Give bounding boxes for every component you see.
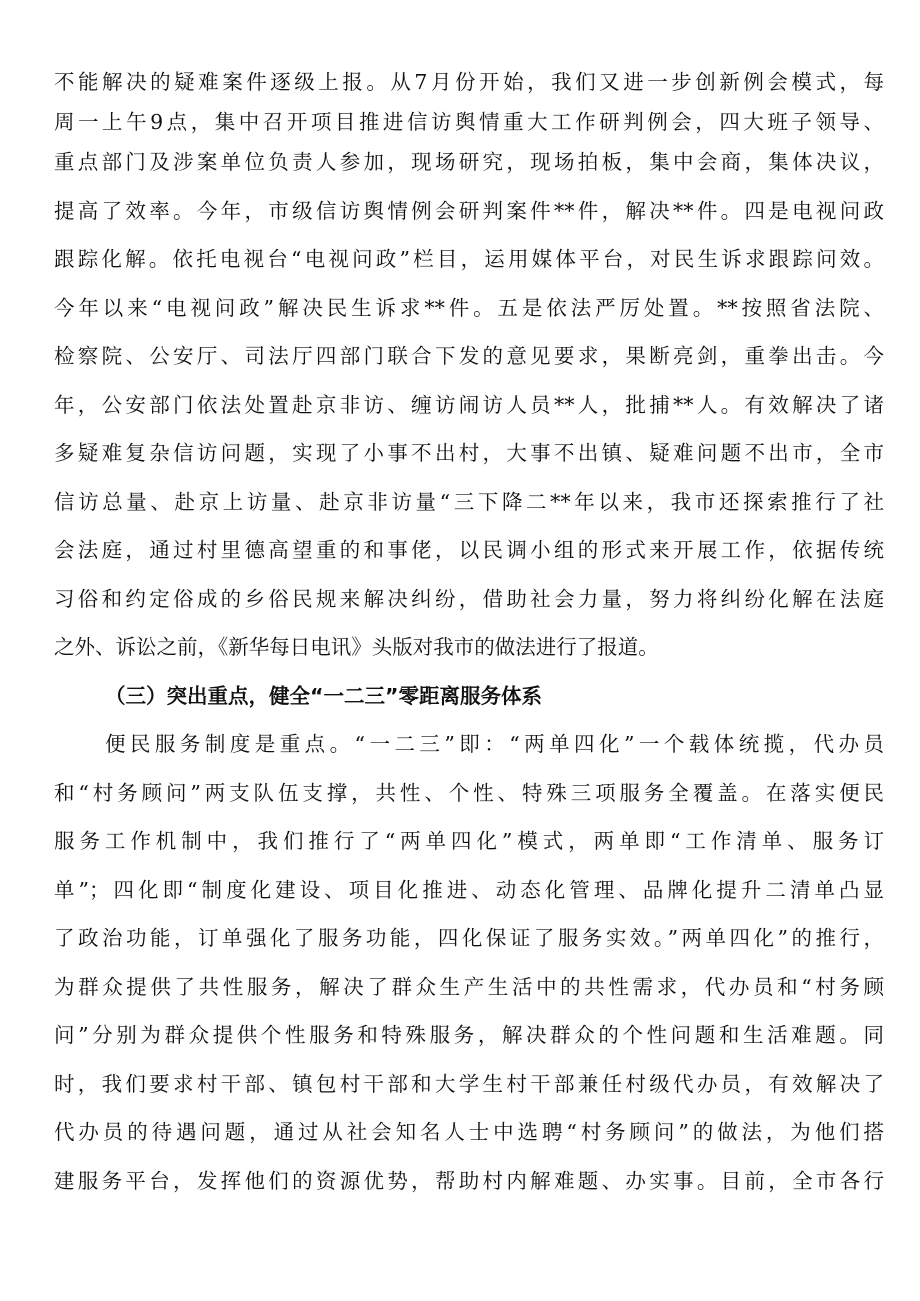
body-line: 周一上午9点，集中召开项目推进信访舆情重大工作研判例会，四大班子领导、	[54, 110, 884, 134]
body-line: 会法庭，通过村里德高望重的和事佬，以民调小组的形式来开展工作，依据传统	[54, 538, 884, 562]
body-line: 服务工作机制中，我们推行了“两单四化”模式，两单即“工作清单、服务订	[54, 829, 884, 853]
body-line: 重点部门及涉案单位负责人参加，现场研究，现场拍板，集中会商，集体决议，	[54, 150, 884, 174]
body-line: 习俗和约定俗成的乡俗民规来解决纠纷，借助社会力量，努力将纠纷化解在法庭	[54, 587, 884, 611]
body-line: 单”；四化即“制度化建设、项目化推进、动态化管理、品牌化提升二清单凸显	[54, 878, 884, 902]
body-line: 建服务平台，发挥他们的资源优势，帮助村内解难题、办实事。目前，全市各行	[54, 1169, 884, 1193]
body-line: 问”分别为群众提供个性服务和特殊服务，解决群众的个性问题和生活难题。同	[54, 1023, 884, 1047]
body-line: 年，公安部门依法处置赴京非访、缠访闹访人员**人，批捕**人。有效解决了诸	[54, 393, 884, 417]
body-line: 代办员的待遇问题，通过从社会知名人士中选聘“村务顾问”的做法，为他们搭	[54, 1120, 884, 1144]
body-line: 不能解决的疑难案件逐级上报。从7月份开始，我们又进一步创新例会模式，每	[54, 70, 884, 94]
section-heading: （三）突出重点，健全“一二三”零距离服务体系	[105, 684, 542, 708]
body-line: 时，我们要求村干部、镇包村干部和大学生村干部兼任村级代办员，有效解决了	[54, 1072, 884, 1096]
body-line: 跟踪化解。依托电视台“电视问政”栏目，运用媒体平台，对民生诉求跟踪问效。	[54, 247, 884, 271]
body-line: 为群众提供了共性服务，解决了群众生产生活中的共性需求，代办员和“村务顾	[54, 975, 884, 999]
body-line: 信访总量、赴京上访量、赴京非访量“三下降二**年以来，我市还探索推行了社	[54, 490, 884, 514]
body-line: 了政治功能，订单强化了服务功能，四化保证了服务实效。”两单四化”的推行，	[54, 926, 884, 950]
body-line-last: 之外、诉讼之前，《新华每日电讯》头版对我市的做法进行了报道。	[54, 635, 659, 659]
body-line: 和“村务顾问”两支队伍支撑，共性、个性、特殊三项服务全覆盖。在落实便民	[54, 781, 884, 805]
body-line: 今年以来“电视问政”解决民生诉求**件。五是依法严厉处置。**按照省法院、	[54, 296, 884, 320]
body-line: 检察院、公安厅、司法厅四部门联合下发的意见要求，果断亮剑，重拳出击。今	[54, 344, 884, 368]
paragraph-first-line: 便民服务制度是重点。“一二三”即：“两单四化”一个载体统揽，代办员	[105, 732, 884, 756]
body-line: 提高了效率。今年，市级信访舆情例会研判案件**件，解决**件。四是电视问政	[54, 199, 884, 223]
body-line: 多疑难复杂信访问题，实现了小事不出村，大事不出镇、疑难问题不出市，全市	[54, 441, 884, 465]
